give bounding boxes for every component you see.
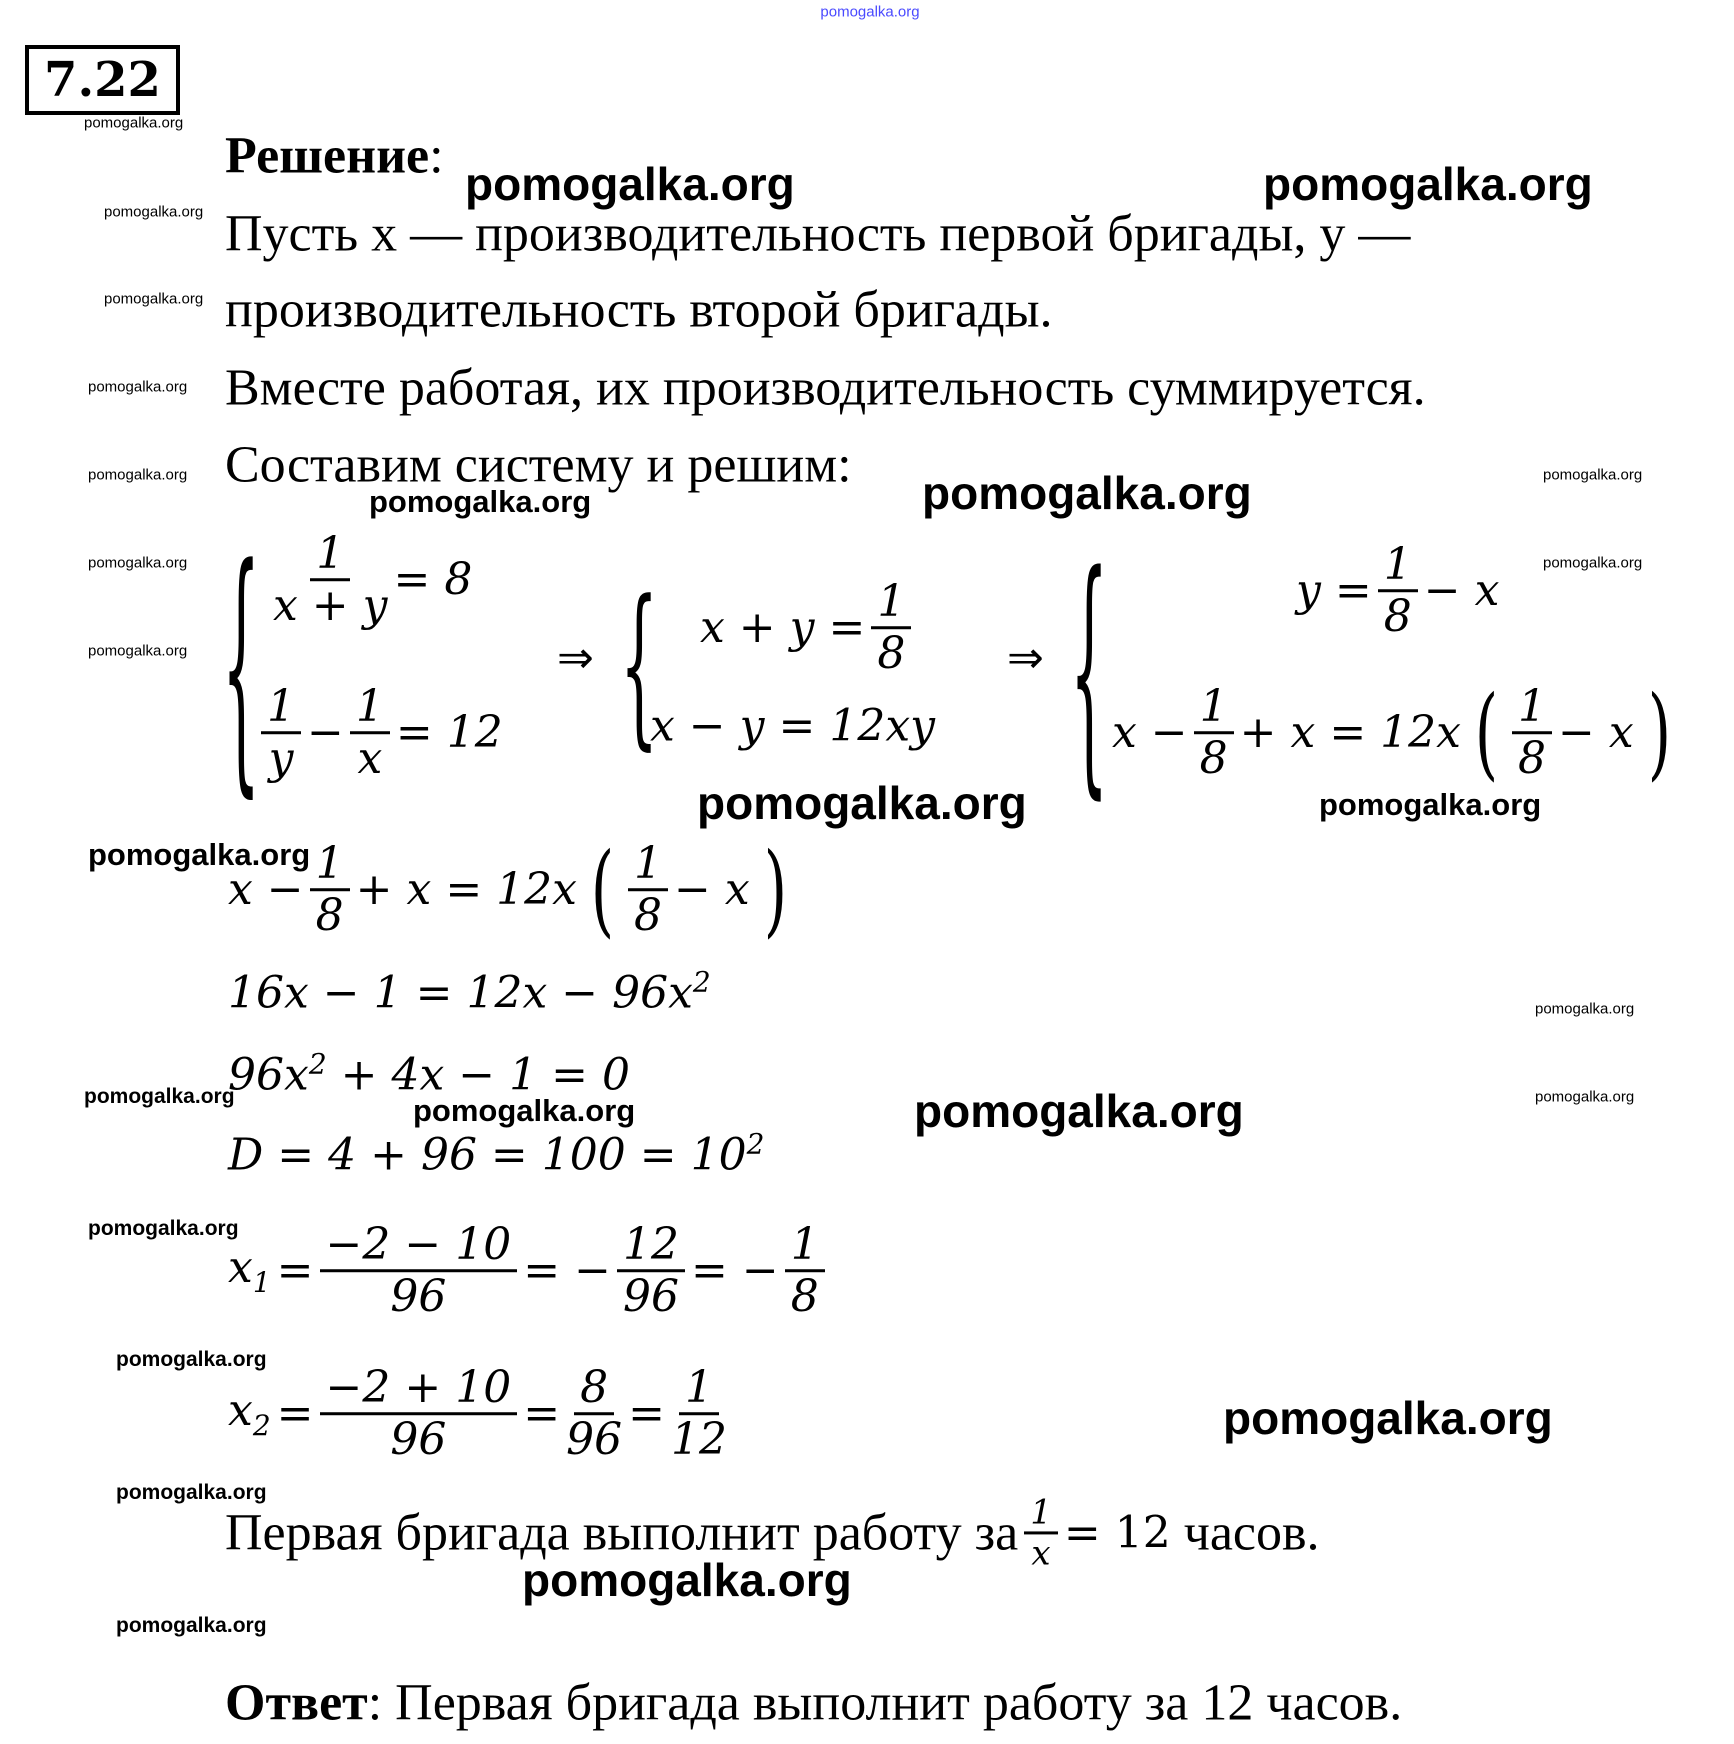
- watermark: pomogalka.org: [88, 466, 188, 484]
- watermark: pomogalka.org: [116, 1481, 267, 1504]
- root-x1: $x_1$ = $\frac{-2 - 10}{96}$ = − $\frac{12}{96}$ = − $\frac{1}{8}$: [225, 1220, 828, 1322]
- root-x2: $x_2$ = $\frac{-2 + 10}{96}$ = $\frac{8}{96}$ = $\frac{1}{12}$: [228, 1362, 727, 1466]
- step-1: x − $\frac{1}{8}$ + x = 12x ( 1 8 − x ): [228, 831, 787, 948]
- watermark: pomogalka.org: [104, 290, 204, 308]
- text-line-3: Вместе работая, их производительность суммируется.: [225, 359, 1426, 417]
- answer: Ответ: Первая бригада выполнит работу за 12 часов.: [225, 1674, 1403, 1732]
- watermark: pomogalka.org: [84, 114, 184, 132]
- watermark: pomogalka.org: [116, 1614, 267, 1637]
- brace-system-3: {: [1070, 523, 1109, 824]
- step-4-discriminant: $D = 4 + 96 = 100 = 10^2$: [228, 1127, 765, 1181]
- watermark: pomogalka.org: [116, 1348, 267, 1371]
- system3-row2: x − $\frac{1}{8}$ + x = 12x ( 1 8 − x ): [1112, 674, 1671, 791]
- step-2: $16x - 1 = 12x - 96x^2$: [228, 965, 711, 1019]
- watermark: pomogalka.org: [1543, 466, 1643, 484]
- text-line-2: производительность второй бригады.: [225, 281, 1053, 339]
- watermark: pomogalka.org: [84, 1085, 235, 1108]
- watermark: pomogalka.org: [1223, 1392, 1553, 1444]
- brace-system-1: {: [222, 515, 261, 823]
- watermark: pomogalka.org: [465, 158, 795, 210]
- watermark: pomogalka.org: [1319, 787, 1542, 822]
- text-line-4: Составим систему и решим:: [225, 436, 852, 494]
- watermark: pomogalka.org: [88, 554, 188, 572]
- watermark: pomogalka.org: [522, 1554, 852, 1606]
- watermark: pomogalka.org: [1535, 1088, 1635, 1106]
- step-3: $96x^2 + 4x - 1 = 0$: [228, 1047, 630, 1101]
- problem-number: 7.22: [25, 45, 180, 115]
- watermark: pomogalka.org: [914, 1085, 1244, 1137]
- watermark: pomogalka.org: [1263, 158, 1593, 210]
- watermark: pomogalka.org: [88, 642, 188, 660]
- solution-colon: :: [429, 127, 444, 185]
- solution-heading: [225, 127, 444, 186]
- system3-row1: y = $\frac{1}{8}$ − x: [1296, 539, 1500, 643]
- implies-arrow-1: ⇒: [557, 632, 594, 684]
- system1-row1: $\frac{1}{x + y}$ = 8: [273, 528, 473, 632]
- implies-arrow-2: ⇒: [1007, 632, 1044, 684]
- watermark: pomogalka.org: [922, 467, 1252, 519]
- system2-row1: x + y = $\frac{1}{8}$: [697, 577, 914, 679]
- solution-label: Решение: [225, 127, 430, 185]
- header-watermark[interactable]: pomogalka.org: [820, 3, 920, 21]
- system1-row2: 1 y − $\frac{1}{x}$ = 12: [258, 682, 506, 784]
- watermark: pomogalka.org: [88, 837, 311, 872]
- conclusion: Первая бригада выполнит работу за $\frac{1}{x}$ = 12 часов.: [225, 1492, 1320, 1574]
- watermark: pomogalka.org: [1535, 1000, 1635, 1018]
- watermark: pomogalka.org: [369, 484, 592, 519]
- watermark: pomogalka.org: [104, 203, 204, 221]
- brace-system-2: {: [620, 565, 659, 768]
- watermark: pomogalka.org: [1543, 554, 1643, 572]
- watermark: pomogalka.org: [413, 1093, 636, 1128]
- watermark: pomogalka.org: [88, 378, 188, 396]
- watermark: pomogalka.org: [697, 777, 1027, 829]
- system2-row2: x − y = 12xy: [650, 700, 936, 752]
- text-line-1: Пусть x — производительность первой бригады, y —: [225, 205, 1411, 263]
- watermark: pomogalka.org: [88, 1217, 239, 1240]
